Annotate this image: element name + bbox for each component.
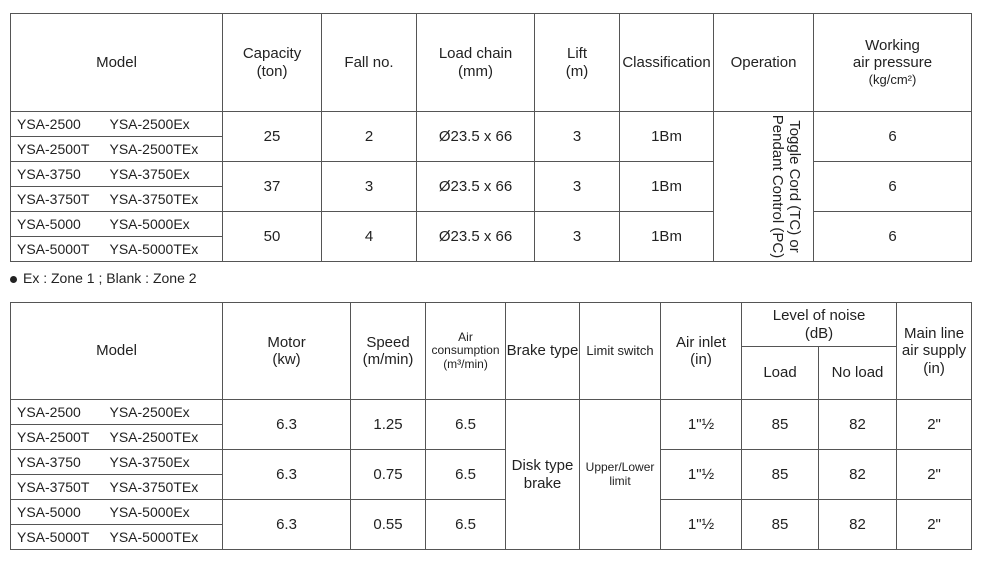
model-name-ex: YSA-3750Ex: [108, 162, 223, 187]
table-row: [11, 450, 972, 475]
lift-value: 3: [535, 112, 620, 162]
capacity-value: 50: [223, 212, 322, 262]
header-brake-type: Brake type: [506, 303, 580, 400]
speed-value: 1.25: [351, 400, 426, 450]
header-noise: Level of noise (dB): [742, 303, 897, 347]
main-line-value: 2": [897, 450, 972, 500]
speed-value: 0.75: [351, 450, 426, 500]
header-fall-no: Fall no.: [322, 14, 417, 112]
table-row: [11, 500, 972, 525]
operation-text: Toggle Cord (TC) or Pendant Control (PC): [769, 114, 804, 259]
header-classification: Classification: [620, 14, 714, 112]
model-name: YSA-5000T: [11, 237, 108, 262]
spec-table-1: [10, 13, 972, 262]
noise-no-load-value: 82: [819, 400, 897, 450]
classification-value: 1Bm: [620, 162, 714, 212]
model-name-ex: YSA-5000TEx: [108, 525, 223, 550]
motor-value: 6.3: [223, 500, 351, 550]
header-air-consumption: Air consumption (m³/min): [426, 303, 506, 400]
header-speed: Speed (m/min): [351, 303, 426, 400]
lift-value: 3: [535, 212, 620, 262]
air-pressure-value: 6: [814, 212, 972, 262]
model-name: YSA-2500: [11, 400, 108, 425]
model-name: YSA-5000: [11, 500, 108, 525]
model-name: YSA-5000T: [11, 525, 108, 550]
air-pressure-value: 6: [814, 112, 972, 162]
header-main-line: Main line air supply (in): [897, 303, 972, 400]
model-name: YSA-2500: [11, 112, 108, 137]
fall-value: 4: [322, 212, 417, 262]
capacity-value: 37: [223, 162, 322, 212]
zone-note: Ex : Zone 1 ; Blank : Zone 2: [10, 270, 197, 286]
model-name-ex: YSA-5000Ex: [108, 500, 223, 525]
table-row: [11, 112, 972, 137]
lift-value: 3: [535, 162, 620, 212]
limit-switch-value: Upper/Lower limit: [580, 400, 661, 550]
header-model-2: Model: [11, 303, 223, 400]
header-load-chain: Load chain (mm): [417, 14, 535, 112]
header-lift: Lift (m): [535, 14, 620, 112]
model-name: YSA-3750T: [11, 475, 108, 500]
header-operation: Operation: [714, 14, 814, 112]
table-row: [11, 162, 972, 187]
header-capacity: Capacity (ton): [223, 14, 322, 112]
air-inlet-value: 1"½: [661, 400, 742, 450]
speed-value: 0.55: [351, 500, 426, 550]
classification-value: 1Bm: [620, 212, 714, 262]
air-consumption-value: 6.5: [426, 400, 506, 450]
model-name-ex: YSA-2500Ex: [108, 400, 223, 425]
model-name-ex: YSA-2500TEx: [108, 425, 223, 450]
header-air-pressure: Working air pressure (kg/cm²): [814, 14, 972, 112]
model-name-ex: YSA-3750Ex: [108, 450, 223, 475]
load-chain-value: Ø23.5 x 66: [417, 112, 535, 162]
model-name-ex: YSA-2500Ex: [108, 112, 223, 137]
motor-value: 6.3: [223, 400, 351, 450]
noise-load-value: 85: [742, 500, 819, 550]
operation-value: [714, 112, 814, 262]
model-name: YSA-5000: [11, 212, 108, 237]
model-name-ex: YSA-5000TEx: [108, 237, 223, 262]
noise-no-load-value: 82: [819, 500, 897, 550]
air-inlet-value: 1"½: [661, 500, 742, 550]
load-chain-value: Ø23.5 x 66: [417, 212, 535, 262]
noise-no-load-value: 82: [819, 450, 897, 500]
model-name-ex: YSA-3750TEx: [108, 187, 223, 212]
header-limit-switch: Limit switch: [580, 303, 661, 400]
model-name: YSA-3750: [11, 162, 108, 187]
header-noise-load: Load: [742, 347, 819, 400]
header-noise-no-load: No load: [819, 347, 897, 400]
air-consumption-value: 6.5: [426, 500, 506, 550]
brake-type-value: Disk type brake: [506, 400, 580, 550]
air-consumption-value: 6.5: [426, 450, 506, 500]
fall-value: 3: [322, 162, 417, 212]
capacity-value: 25: [223, 112, 322, 162]
spec-table-2: [10, 302, 972, 550]
model-name: YSA-2500T: [11, 137, 108, 162]
header-air-inlet: Air inlet (in): [661, 303, 742, 400]
load-chain-value: Ø23.5 x 66: [417, 162, 535, 212]
table-row: [11, 400, 972, 425]
noise-load-value: 85: [742, 450, 819, 500]
air-pressure-value: 6: [814, 162, 972, 212]
header-model: Model: [11, 14, 223, 112]
main-line-value: 2": [897, 400, 972, 450]
classification-value: 1Bm: [620, 112, 714, 162]
motor-value: 6.3: [223, 450, 351, 500]
air-inlet-value: 1"½: [661, 450, 742, 500]
model-name-ex: YSA-5000Ex: [108, 212, 223, 237]
model-name: YSA-3750: [11, 450, 108, 475]
model-name: YSA-3750T: [11, 187, 108, 212]
header-motor: Motor (kw): [223, 303, 351, 400]
noise-load-value: 85: [742, 400, 819, 450]
model-name: YSA-2500T: [11, 425, 108, 450]
fall-value: 2: [322, 112, 417, 162]
model-name-ex: YSA-3750TEx: [108, 475, 223, 500]
table-row: [11, 212, 972, 237]
model-name-ex: YSA-2500TEx: [108, 137, 223, 162]
main-line-value: 2": [897, 500, 972, 550]
bullet-icon: [10, 276, 17, 283]
